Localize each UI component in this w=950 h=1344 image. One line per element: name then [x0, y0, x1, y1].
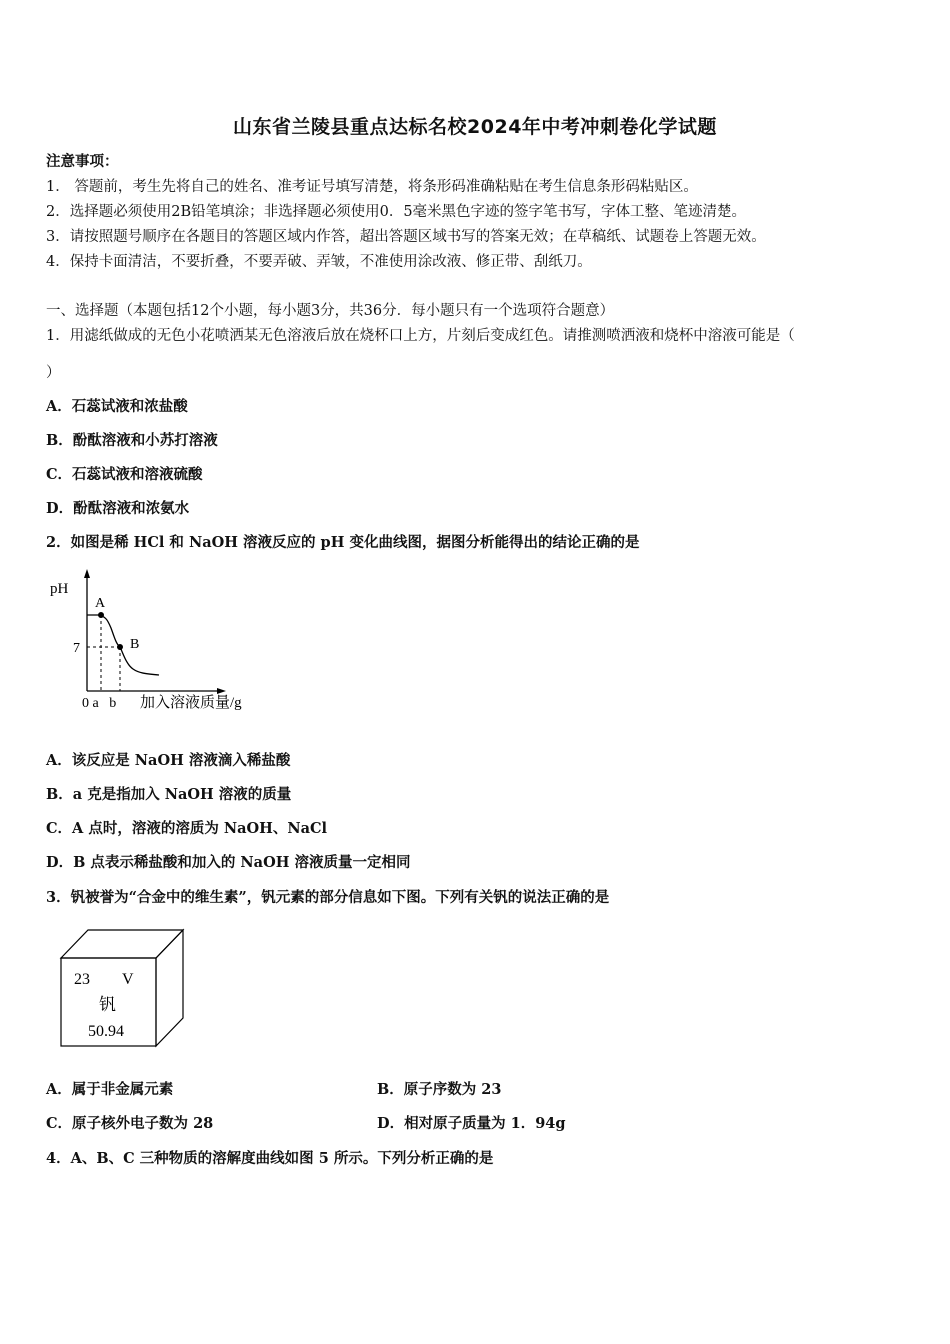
q1-option-a: A．石蕊试液和浓盐酸 — [46, 398, 188, 415]
q1-stem: 1．用滤纸做成的无色小花喷洒某无色溶液后放在烧杯口上方，片刻后变成红色。请推测喷洒液和烧杯中溶液可能是（ — [46, 328, 795, 344]
q3-stem: 3．钒被誉为“合金中的维生素”，钒元素的部分信息如下图。下列有关钒的说法正确的是 — [46, 889, 610, 906]
point-a — [98, 612, 104, 618]
notice-item-1: 1． 答题前，考生先将自己的姓名、准考证号填写清楚，将条形码准确粘贴在考生信息条形码粘贴区。 — [46, 179, 698, 195]
notice-item-2: 2．选择题必须使用2B铅笔填涂；非选择题必须使用0．5毫米黑色字迹的签字笔书写，字体工整、笔迹清楚。 — [46, 204, 747, 220]
y-axis-label: pH — [50, 581, 69, 597]
q3-option-d: D．相对原子质量为 1．94g — [377, 1115, 566, 1132]
notice-heading: 注意事项： — [46, 153, 119, 170]
ph-curve — [87, 615, 159, 675]
tick-7: 7 — [73, 641, 80, 656]
q2-option-b: B．a 克是指加入 NaOH 溶液的质量 — [46, 786, 292, 803]
element-name: 钒 — [99, 995, 116, 1014]
q3-option-c: C．原子核外电子数为 28 — [46, 1115, 214, 1132]
q3-option-a: A．属于非金属元素 — [46, 1081, 174, 1098]
element-box-figure — [58, 926, 188, 1050]
atomic-mass: 50.94 — [88, 1023, 124, 1040]
q2-option-a: A．该反应是 NaOH 溶液滴入稀盐酸 — [46, 752, 291, 769]
cube-side — [156, 930, 183, 1046]
x-axis-label: 加入溶液质量/g — [140, 695, 242, 711]
x-axis-arrow — [217, 688, 226, 694]
q4-stem: 4．A、B、C 三种物质的溶解度曲线如图 5 所示。下列分析正确的是 — [46, 1150, 494, 1167]
notice-item-3: 3．请按照题号顺序在各题目的答题区域内作答，超出答题区域书写的答案无效；在草稿纸、试题卷上答题无效。 — [46, 229, 766, 245]
point-b — [117, 644, 123, 650]
x-ticks: 0 a b — [82, 696, 117, 711]
q1-option-c: C．石蕊试液和溶液硫酸 — [46, 466, 203, 483]
point-b-label: B — [130, 637, 140, 652]
page-title: 山东省兰陵县重点达标名校2024年中考冲刺卷化学试题 — [233, 116, 717, 138]
element-symbol: V — [122, 971, 134, 988]
q2-option-c: C．A 点时，溶液的溶质为 NaOH、NaCl — [46, 820, 328, 837]
q1-option-d: D．酚酞溶液和浓氨水 — [46, 500, 190, 517]
q2-option-d: D．B 点表示稀盐酸和加入的 NaOH 溶液质量一定相同 — [46, 854, 411, 871]
ph-curve-figure — [46, 566, 276, 716]
q2-stem: 2．如图是稀 HCl 和 NaOH 溶液反应的 pH 变化曲线图，据图分析能得出的结论正确的是 — [46, 534, 640, 551]
point-a-label: A — [95, 596, 106, 611]
y-axis-arrow — [84, 569, 90, 578]
notice-item-4: 4．保持卡面清洁，不要折叠，不要弄破、弄皱，不准使用涂改液、修正带、刮纸刀。 — [46, 254, 592, 270]
q1-stem-end: ） — [46, 365, 61, 381]
section-heading: 一、选择题（本题包括12个小题，每小题3分，共36分．每小题只有一个选项符合题意） — [46, 303, 615, 319]
atomic-number: 23 — [74, 971, 90, 988]
q3-option-b: B．原子序数为 23 — [377, 1081, 502, 1098]
cube-top — [61, 930, 183, 958]
q1-option-b: B．酚酞溶液和小苏打溶液 — [46, 432, 218, 449]
